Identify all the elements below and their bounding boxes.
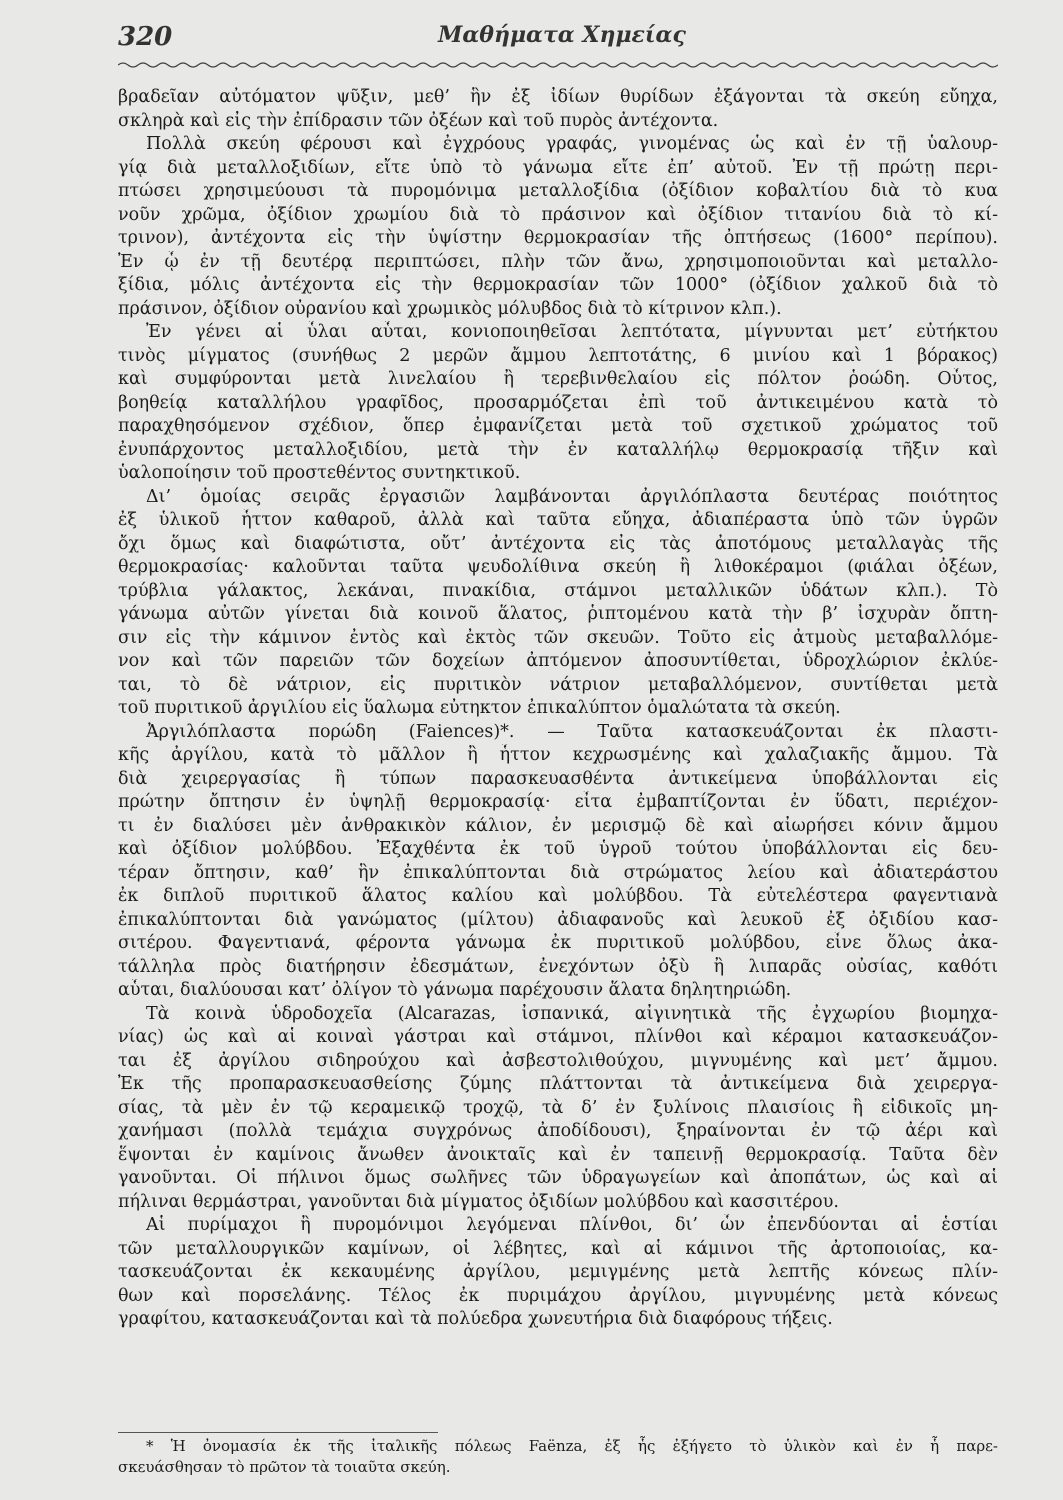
text-line: τῶν μεταλλουργικῶν καμίνων, οἱ λέβητες, καὶ αἱ κάμινοι τῆς ἀρτοποιοίας, κα- <box>118 1238 998 1259</box>
text-line: γάνωμα αὐτῶν γίνεται διὰ κοινοῦ ἅλατος, ῥιπτομένου κατὰ τὴν β’ ἰσχυρὰν ὄπτη- <box>118 604 998 624</box>
text-line: σίας, τὰ μὲν ἐν τῷ κεραμεικῷ τροχῷ, τὰ δ’ ἐν ξυλίνοις πλαισίοις ἢ εἰδικοῖς μη- <box>118 1097 998 1118</box>
text-line: σιτέρου. Φαγεντιανά, φέροντα γάνωμα ἐκ πυριτικοῦ μολύβδου, εἶνε ὅλως ἀκα- <box>118 933 998 953</box>
text-line: τοῦ πυριτικοῦ ἀργιλίου εἰς ὕαλωμα εὐτηκτον ἐπικαλύπτον ὁμαλώτατα τὰ σκεύη. <box>118 698 841 718</box>
text-line: νον καὶ τῶν παρειῶν τῶν δοχείων ἀπτόμενον ἀποσυντίθεται, ὑδροχλώριον ἐκλύε- <box>118 651 998 671</box>
text-line: ἐπικαλύπτονται διὰ γανώματος (μίλτου) ἀδιαφανοῦς καὶ λευκοῦ ἐξ ὀξιδίου κασ- <box>118 909 998 930</box>
footnote-line: * Ἡ ὀνομασία ἐκ τῆς ἰταλικῆς πόλεως Faënza, ἐξ ἧς ἐξήγετο τὸ ὑλικὸν καὶ ἐν ἧ παρε- <box>146 1437 998 1455</box>
text-line: θερμοκρασίας· καλοῦνται ταῦτα ψευδολίθινα σκεύη ἢ λιθοκέραμοι (φιάλαι ὀξέων, <box>118 557 998 577</box>
text-line: χανήμασι (πολλὰ τεμάχια συγχρόνως ἀποδίδουσι), ξηραίνονται ἐν τῷ ἀέρι καὶ <box>118 1121 998 1141</box>
body-text <box>118 86 998 1332</box>
page-number: 320 <box>118 22 173 52</box>
header-wavy-rule <box>118 60 998 70</box>
footnote-rule <box>118 1432 438 1433</box>
text-line: πήλιναι θερμάστραι, γανοῦνται διὰ μίγματος ὀξιδίων μολύβδου καὶ κασσιτέρου. <box>118 1191 839 1212</box>
text-line: διὰ χειρεργασίας ἢ τύπων παρασκευασθέντα ἀντικείμενα ὑποβάλλονται εἰς <box>118 768 998 789</box>
text-line: ὑαλοποίησιν τοῦ προστεθέντος συντηκτικοῦ. <box>118 463 521 483</box>
text-line: σιν εἰς τὴν κάμινον ἐντὸς καὶ ἐκτὸς τῶν σκευῶν. Τοῦτο εἰς ἀτμοὺς μεταβαλλόμε- <box>118 627 998 648</box>
text-line: νίας) ὡς καὶ αἱ κοιναὶ γάστραι καὶ στάμνοι, πλίνθοι καὶ κέραμοι κατασκευάζον- <box>118 1027 998 1047</box>
text-line: ἐνυπάρχοντος μεταλλοξιδίου, μετὰ τὴν ἐν καταλλήλῳ θερμοκρασίᾳ τῆξιν καὶ <box>118 439 998 460</box>
text-line: πράσινον, ὀξίδιον οὐρανίου καὶ χρωμικὸς μόλυβδος διὰ τὸ κίτρινον κλπ.). <box>118 298 782 319</box>
text-line: ἕψονται ἐν καμίνοις ἄνωθεν ἀνοικταῖς καὶ ἐν ταπεινῇ θερμοκρασίᾳ. Ταῦτα δὲν <box>118 1144 998 1165</box>
text-line: Δι’ ὁμοίας σειρᾶς ἐργασιῶν λαμβάνονται ἀργιλόπλαστα δευτέρας ποιότητος <box>146 486 998 507</box>
running-title: Μαθήματα Χημείας <box>438 22 686 48</box>
text-line: βοηθείᾳ καταλλήλου γραφῖδος, προσαρμόζεται ἐπὶ τοῦ ἀντικειμένου κατὰ τὸ <box>118 392 998 413</box>
text-line: τάλληλα πρὸς διατήρησιν ἐδεσμάτων, ἐνεχόντων ὀξὺ ἢ λιπαρᾶς οὐσίας, καθότι <box>118 956 998 977</box>
text-line: παραχθησόμενον σχέδιον, ὅπερ ἐμφανίζεται μετὰ τοῦ σχετικοῦ χρώματος τοῦ <box>118 416 998 436</box>
text-line: πρώτην ὄπτησιν ἐν ὑψηλῇ θερμοκρασίᾳ· εἶτα ἐμβαπτίζονται ἐν ὕδατι, περιέχον- <box>118 792 998 812</box>
text-line: γανοῦνται. Οἱ πήλινοι ὅμως σωλῆνες τῶν ὑδραγωγείων καὶ ἀποπάτων, ὡς καὶ αἱ <box>118 1168 998 1188</box>
footnote <box>118 1436 998 1478</box>
text-line: Ἐκ τῆς προπαρασκευασθείσης ζύμης πλάττονται τὰ ἀντικείμενα διὰ χειρεργα- <box>118 1074 998 1094</box>
text-line: τι ἐν διαλύσει μὲν ἀνθρακικὸν κάλιον, ἐν μερισμῷ δὲ καὶ αἰωρήσει κόνιν ἄμμου <box>118 815 998 836</box>
text-line: αὗται, διαλύουσαι κατ’ ὀλίγον τὸ γάνωμα παρέχουσιν ἅλατα δηλητηριώδη. <box>118 980 792 1000</box>
text-line: Ἀργιλόπλαστα πορώδη (Faiences)*. — Ταῦτα κατασκευάζονται ἐκ πλαστι- <box>146 721 998 742</box>
text-line: ἐξ ὑλικοῦ ἧττον καθαροῦ, ἀλλὰ καὶ ταῦτα εὔηχα, ἀδιαπέραστα ὑπὸ τῶν ὑγρῶν <box>118 510 998 530</box>
text-line: τρινον), ἀντέχοντα εἰς τὴν ὑψίστην θερμοκρασίαν τῆς ὀπτήσεως (1600° περίπου). <box>118 228 998 248</box>
text-line: κῆς ἀργίλου, κατὰ τὸ μᾶλλον ἢ ἧττον κεχρωσμένης καὶ χαλαζιακῆς ἄμμου. Τὰ <box>118 745 998 765</box>
text-line: Αἱ πυρίμαχοι ἢ πυρομόνιμοι λεγόμεναι πλίνθοι, δι’ ὧν ἐπενδύονται αἱ ἑστίαι <box>146 1215 998 1235</box>
text-line: τρύβλια γάλακτος, λεκάναι, πινακίδια, στάμνοι μεταλλικῶν ὑδάτων κλπ.). Τὸ <box>118 580 998 601</box>
footnote-line: σκευάσθησαν τὸ πρῶτον τὰ τοιαῦτα σκεύη. <box>118 1458 451 1476</box>
text-line: ἐκ διπλοῦ πυριτικοῦ ἅλατος καλίου καὶ μολύβδου. Τὰ εὐτελέστερα φαγεντιανὰ <box>118 886 998 906</box>
text-line: καὶ συμφύρονται μετὰ λινελαίου ἢ τερεβινθελαίου εἰς πόλτον ῥοώδη. Οὗτος, <box>118 369 998 389</box>
text-line: ται ἐξ ἀργίλου σιδηρούχου καὶ ἀσβεστολιθούχου, μιγνυμένης καὶ μετ’ ἄμμου. <box>118 1050 998 1071</box>
text-line: ὄχι ὅμως καὶ διαφώτιστα, οὔτ’ ἀντέχοντα εἰς τὰς ἀποτόμους μεταλλαγὰς τῆς <box>118 533 998 554</box>
text-line: θων καὶ πορσελάνης. Τέλος ἐκ πυριμάχου ἀργίλου, μιγνυμένης μετὰ κόνεως <box>118 1285 998 1306</box>
text-line: Ἐν γένει αἱ ὗλαι αὗται, κονιοποιηθεῖσαι λεπτότατα, μίγνυνται μετ’ εὐτήκτου <box>146 322 998 342</box>
text-line: γίᾳ διὰ μεταλλοξιδίων, εἴτε ὑπὸ τὸ γάνωμα εἴτε ἐπ’ αὐτοῦ. Ἐν τῇ πρώτῃ περι- <box>118 157 998 178</box>
text-line: ται, τὸ δὲ νάτριον, εἰς πυριτικὸν νάτριον μεταβαλλόμενον, συντίθεται μετὰ <box>118 674 998 695</box>
text-line: πτώσει χρησιμεύουσι τὰ πυρομόνιμα μεταλλοξίδια (ὀξίδιον κοβαλτίου διὰ τὸ κυα <box>118 181 998 201</box>
text-line: νοῦν χρῶμα, ὀξίδιον χρωμίου διὰ τὸ πράσινον καὶ ὀξίδιον τιτανίου διὰ τὸ κί- <box>118 204 998 225</box>
text-line: τέραν ὄπτησιν, καθ’ ἣν ἐπικαλύπτονται διὰ στρώματος λείου καὶ ἀδιατεράστου <box>118 862 998 883</box>
text-line: ξίδια, μόλις ἀντέχοντα εἰς τὴν θερμοκρασίαν τῶν 1000° (ὀξίδιον χαλκοῦ διὰ τὸ <box>118 275 998 295</box>
text-line: τινὸς μίγματος (συνήθως 2 μερῶν ἄμμου λεπτοτάτης, 6 μινίου καὶ 1 βόρακος) <box>118 345 998 366</box>
text-line: γραφίτου, κατασκευάζονται καὶ τὰ πολύεδρα χωνευτήρια διὰ διαφόρους τήξεις. <box>118 1309 833 1329</box>
text-line: Τὰ κοινὰ ὑδροδοχεῖα (Alcarazas, ἰσπανικά, αἰγινητικὰ τῆς ἐγχωρίου βιομηχα- <box>146 1003 998 1024</box>
text-line: Πολλὰ σκεύη φέρουσι καὶ ἐγχρόους γραφάς, γινομένας ὡς καὶ ἐν τῇ ὑαλουρ- <box>146 134 998 154</box>
text-line: βραδεῖαν αὐτόματον ψῦξιν, μεθ’ ἣν ἐξ ἰδίων θυρίδων ἐξάγονται τὰ σκεύη εὔηχα, <box>118 87 998 107</box>
page-header <box>118 22 998 62</box>
text-line: καὶ ὀξίδιον μολύβδου. Ἐξαχθέντα ἐκ τοῦ ὑγροῦ τούτου ὑποβάλλονται εἰς δευ- <box>118 839 998 859</box>
text-line: τασκευάζονται ἐκ κεκαυμένης ἀργίλου, μεμιγμένης μετὰ λεπτῆς κόνεως πλίν- <box>118 1262 998 1282</box>
text-line: σκληρὰ καὶ εἰς τὴν ἐπίδρασιν τῶν ὀξέων καὶ τοῦ πυρὸς ἀντέχοντα. <box>118 110 719 131</box>
text-line: Ἐν ᾧ ἐν τῇ δευτέρᾳ περιπτώσει, πλὴν τῶν ἄνω, χρησιμοποιοῦνται καὶ μεταλλο- <box>118 251 998 272</box>
